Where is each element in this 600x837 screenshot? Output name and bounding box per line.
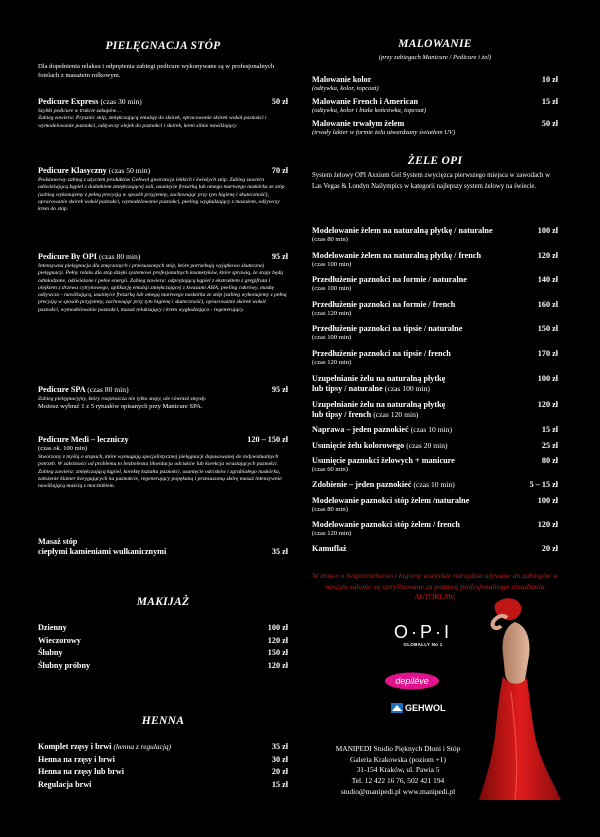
item-name: Pedicure Express [38, 97, 99, 106]
list-item: Przedłużenie paznokci na formie / naturalne 140 zł (czas 100 min) [312, 275, 558, 292]
safety-note: W trosce o bezpieczeństwo i higienę wszystkie narzędzia używane do zabiegów w naszym salonie są sterylizowane za pomocą profesjonalnego urządzenia AUTOKLAW. [312, 571, 558, 601]
item-extra: Możesz wybrać 1 z 5 rytuałów opisanych przy Manicure SPA. [38, 403, 203, 411]
painting-subtitle: (przy zabiegach Manicure / Pedicure i żel) [378, 54, 492, 61]
item-desc: Intensywna pielęgnacja dla zmęczonych i przesuszonych stóp, które potrzebują wyjątkowo skutecznej pielęgnacji. Pełny relaks dla stóp dzięki systemowi profesjonalnych kosmetyków, które sprawią, że stopy będą odmłodzone, odświeżone i pełne energii. Zabieg zawiera: odprężającą kąpiel z ekstraktem z grejpfruta i olejkiem z drzewa cytrynowego, aplikację emulsji zmiękczającej z kwasami AHA, peeling cukrowy, maskę odżywczo - nawilżającą, usunięcie frezarką lub omegą martwego naskórka ze stóp (zabieg wykonujemy z pełną precyzją w sposób przyjemny, zachowując przy tym higienę i skuteczność), opracowanie skórek wokół paznokci, wymodelowanie paznokci, masaż relaksujący i krem wygładzająco - regenerujący. [38, 263, 287, 313]
item-price: 35 zł [271, 547, 288, 556]
list-item: Uzupełnianie żelu na naturalną płytkę 120 zł lub tipsy / french (czas 120 min) [312, 399, 558, 419]
item-time: (czas 30 min) [100, 97, 142, 106]
makeup-list [38, 622, 288, 672]
item-name: Pedicure Medi – leczniczy [38, 435, 129, 444]
item-time: (czas ok. 100 min) [38, 445, 88, 452]
salon-contact [308, 744, 488, 798]
foot-massage [38, 537, 288, 557]
svg-text:depiléve: depiléve [395, 676, 429, 686]
item-desc-2: Zabieg zawiera: Prysznic stóp, zmiękczającą emulsję do skórek, opracowanie skórek wokół paznokci i wymodelowanie paznokci, odżywczy olejek do paznokci i skórek, krem silnie nawilżający. [38, 115, 267, 129]
list-item: Ślubny próbny 120 zł [38, 660, 288, 670]
item-name-2: ciepłymi kamieniami wulkanicznymi [38, 547, 167, 556]
makeup-title: MAKIJAŻ [136, 596, 190, 608]
depileve-logo [384, 672, 444, 690]
pedicure-title: PIELĘGNACJA STÓP [105, 40, 221, 52]
item-name: Pedicure By OPI [38, 252, 97, 261]
list-item: Uzupełnianie żelu na naturalną płytkę 100 zł lub tipsy / naturalne (czas 100 min) [312, 374, 558, 393]
gehwol-logo: GEHWOL [391, 703, 446, 713]
gel-list [312, 226, 558, 554]
item-desc: Stworzony z myślą o stopach, które wymagają specjalistycznej pielęgnacji dopasowanej do indywidualnych potrzeb. W zależności od problemu to bezbolesna likwidacja odcisków lub korekcja wrastających paznokci. Zabieg zawiera: zmiękczającą kąpiel, korektę kształtu paznokci, usunięcie odcisków i zgrubiałego naskórka, założenie klamer korygujących na paznokcie, regenerujący popękaną i przesuszoną skórę masaż intensywnie nawilżającą maścią z mocznikiem. [38, 454, 282, 490]
list-item: Kamuflaż 20 zł [312, 544, 558, 553]
list-item: Malowanie kolor 10 zł (odżywka, kolor, topcoat) [312, 75, 558, 92]
item-time: (czas 80 min) [99, 252, 141, 261]
list-item: Modelowanie żelem na naturalną płytkę / naturalne 100 zł (czas 80 min) [312, 226, 558, 243]
list-item: Przedłużenie paznokci na tipsie / naturalne 150 zł (czas 100 min) [312, 324, 558, 341]
gel-title: ŻELE OPI [407, 155, 463, 167]
pedicure-opi [38, 252, 288, 314]
gehwol-mark-icon [391, 703, 403, 713]
item-name: Masaż stóp [38, 537, 78, 546]
list-item: Zdobienie – jeden paznokieć (czas 10 min) 5 – 15 zł [312, 480, 558, 489]
item-desc: Podstawowy zabieg z użyciem produktów Gehwol gwarancja lekkich i świeżych stóp. Zabieg zawiera odświeżającą kąpiel z dodatkiem zmiękczającej soli, usunięcie frezarką lub omega martwego naskórka ze stóp (zabieg wykonujemy z pełną precyzją w sposób przyjemny, zachowując przy tym higienę i skuteczność), opracowanie skórek wokół paznokci, wymodelowanie paznokci, peeling wygładzający z masażem, odżywczy krem do stóp. [38, 177, 285, 213]
item-note: (henna z regulacją) [113, 742, 172, 751]
item-time: (czas 50 min) [108, 166, 151, 175]
salon-location: Galeria Krakowska (poziom +1) [350, 754, 446, 764]
item-desc: Zabieg pielęgnacyjny, który rozpieszcza nie tylko stopy, ale również zmysły. [38, 396, 207, 402]
pedicure-express [38, 97, 288, 130]
list-item: Regulacja brwi 15 zł [38, 779, 288, 789]
list-item: Malowanie trwałym żelem 50 zł (trwały lakier w formie żelu utwardzany światłem UV) [312, 119, 558, 136]
item-price: 95 zł [271, 385, 288, 394]
item-note: (odżywka, kolor i biała końcówka, topcoat) [312, 107, 427, 114]
list-item: Malowanie French i American 15 zł (odżywka, kolor i biała końcówka, topcoat) [312, 97, 558, 114]
list-item: Komplet rzęsy i brwi (henna z regulacją) 35 zł [38, 742, 288, 751]
pedicure-spa [38, 385, 288, 411]
item-note: (trwały lakier w formie żelu utwardzany światłem UV) [312, 129, 456, 136]
salon-address: 31-154 Kraków, ul. Pawia 5 [356, 765, 440, 775]
item-note: (odżywka, kolor, topcoat) [312, 85, 379, 92]
list-item: Przedłużenie paznokci na tipsie / french 170 zł (czas 120 min) [312, 348, 558, 366]
salon-web: studio@manipedi.pl www.manipedi.pl [340, 786, 456, 796]
list-item: Henna na rzęsy i brwi 30 zł [38, 754, 288, 764]
item-name: Pedicure Klasyczny [38, 166, 107, 175]
item-price: 50 zł [271, 97, 288, 106]
pedicure-classic [38, 166, 288, 213]
list-item: Naprawa – jeden paznokieć (czas 10 min) 15 zł [312, 425, 558, 434]
opi-logo: O·P·I GLOBALLY No 1 [394, 622, 452, 647]
painting-title: MALOWANIE [398, 38, 472, 50]
henna-list [38, 741, 288, 791]
pedicure-intro: Dla dopełnienia relaksu i odprężenia zabiegi pedicure wykonywane są w profesjonalnych fotelach z masażem rolkowym. [38, 63, 275, 79]
list-item: Przedłużenie paznokci na formie / french 160 zł (czas 120 min) [312, 299, 558, 317]
item-price: 120 – 150 zł [247, 435, 288, 444]
gel-intro: System żelowy OPI Axxium Gel System zwycięzca pierwszego miejsca w zawodach w Las Vegas & Londyn Nailympics w kategorii najlepszy system żelowy na świecie. [312, 172, 551, 190]
salon-phone: Tel. 12 422 16 76, 502 421 194 [351, 776, 445, 786]
list-item: Usunięcie żelu kolorowego (czas 20 min) 25 zł [312, 440, 558, 450]
item-price: 70 zł [271, 166, 288, 175]
list-item: Modelowanie paznokci stóp żelem / french 120 zł (czas 120 min) [312, 520, 558, 537]
painting-list [312, 75, 558, 137]
list-item: Dzienny 100 zł [38, 623, 288, 632]
list-item: Ślubny 150 zł [38, 648, 288, 658]
list-item: Henna na rzęsy lub brwi 20 zł [38, 767, 288, 777]
pedicure-medi [38, 435, 288, 490]
henna-title: HENNA [141, 715, 185, 727]
item-price: 95 zł [271, 252, 288, 261]
list-item: Wieczorowy 120 zł [38, 635, 288, 645]
item-desc: Szybki pedicure w trakcie zakupów… [38, 108, 122, 114]
list-item: Usunięcie paznokci żelowych + manicure 80 zł (czas 60 min) [312, 456, 558, 473]
list-item: Modelowanie żelem na naturalną płytkę / french 120 zł (czas 100 min) [312, 250, 558, 268]
list-item: Modelowanie paznokci stóp żelem /naturalne 100 zł (czas 80 min) [312, 496, 558, 513]
salon-name: MANIPEDI Studio Pięknych Dłoni i Stóp [335, 744, 461, 753]
woman-figure-image [475, 596, 565, 802]
item-time: (czas 80 min) [87, 385, 129, 394]
item-name: Pedicure SPA [38, 385, 86, 394]
